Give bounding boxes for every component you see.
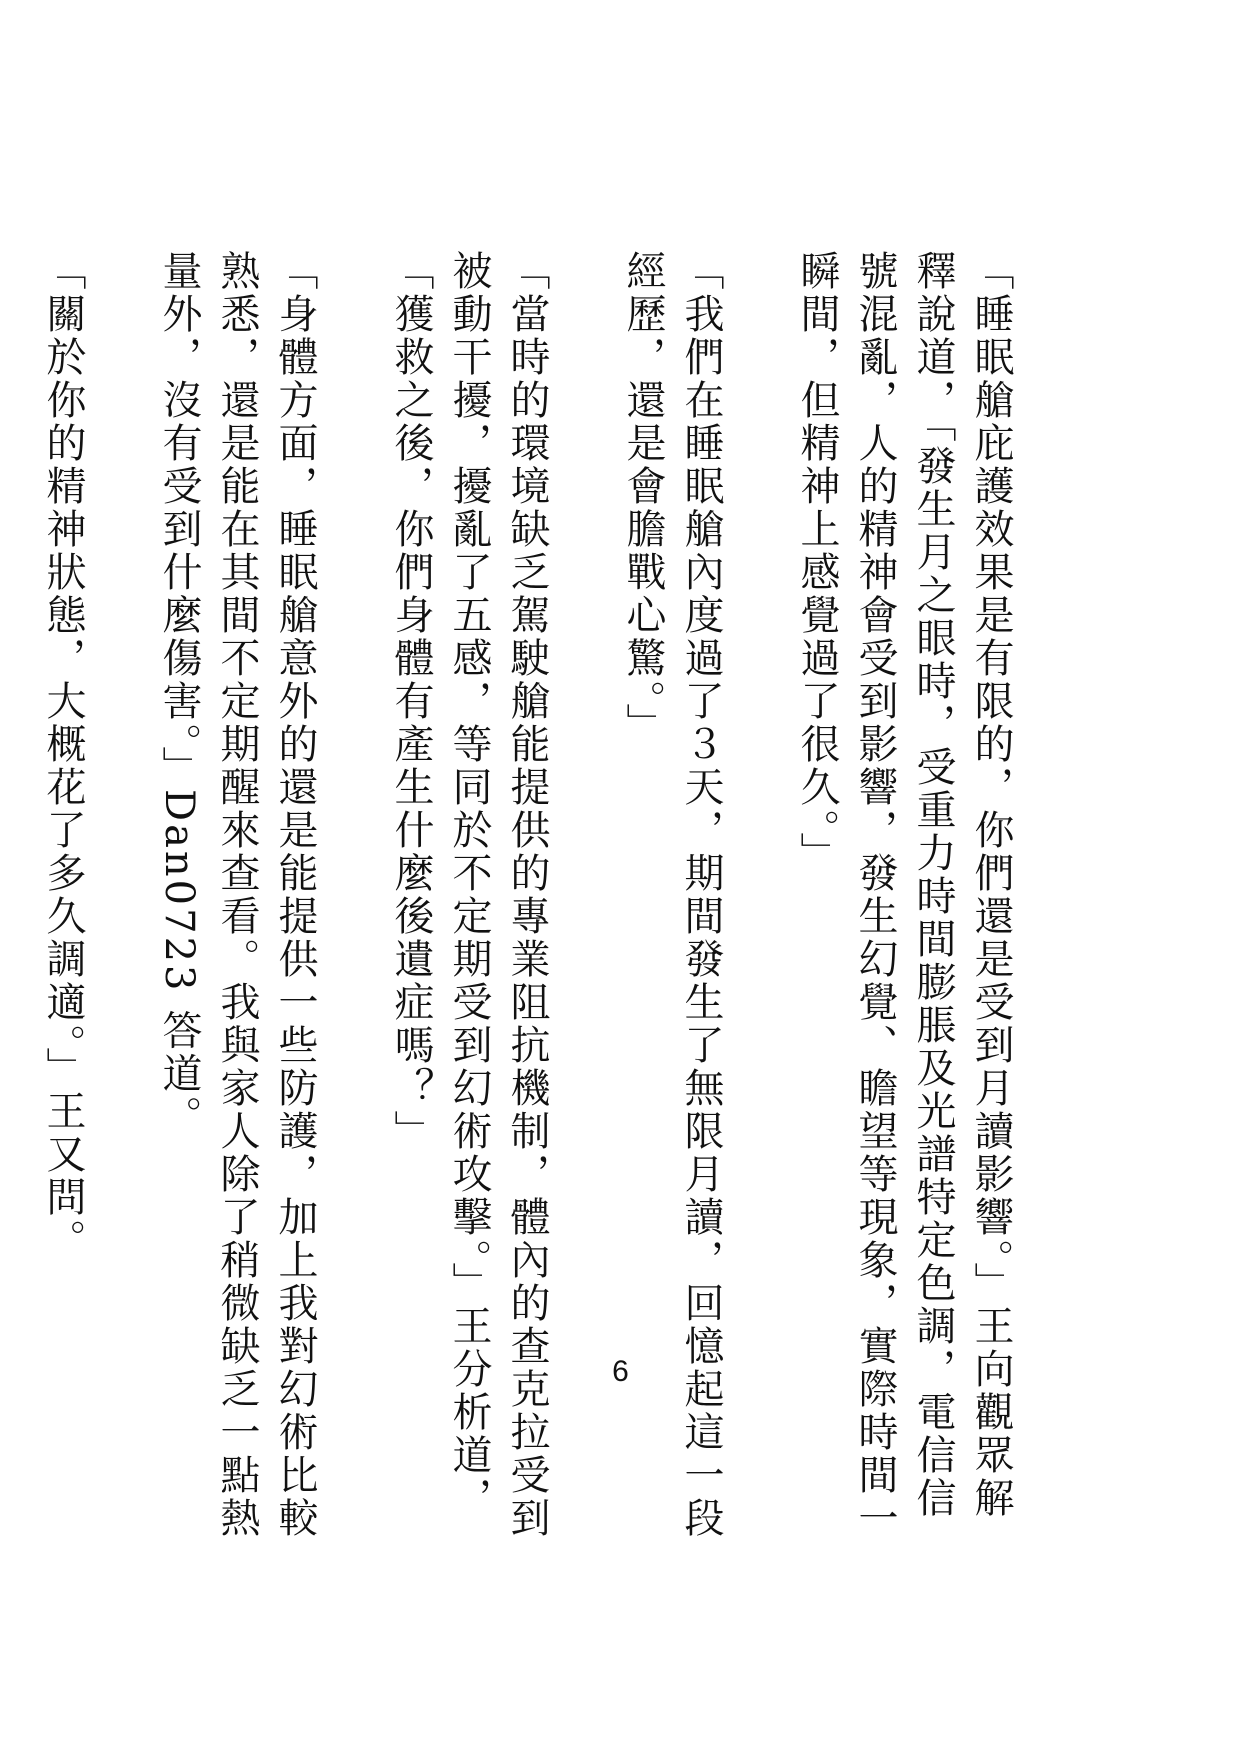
paragraph-4: 「身體方面，睡眠艙意外的還是能提供一些防護，加上我對幻術比較熟悉，還是能在其間不定期醒來查看。我與家人除了稍微缺乏一點熱量外，沒有受到什麼傷害。」Dan0723 答道。 [156, 250, 318, 1540]
page-number: 6 [612, 1355, 629, 1388]
paragraph-2: 「我們在睡眠艙內度過了３天，期間發生了無限月讀，回憶起這一段經歷，還是會膽戰心驚。」 [620, 250, 724, 1540]
paragraph-5: 「關於你的精神狀態，大概花了多久調適。」王又問。 [40, 250, 86, 1262]
paragraph-1: 「睡眠艙庇護效果是有限的，你們還是受到月讀影響。」王向觀眾解釋說道，「發生月之眼時，受重力時間膨脹及光譜特定色調，電信信號混亂，人的精神會受到影響，發生幻覺、瞻望等現象，實際時間一瞬間，但精神上感覺過了很久。」 [794, 250, 1014, 1540]
paragraph-3: 「當時的環境缺乏駕駛艙能提供的專業阻抗機制，體內的查克拉受到被動干擾，擾亂了五感，等同於不定期受到幻術攻擊。」王分析道，「獲救之後，你們身體有產生什麼後遺症嗎？」 [388, 250, 550, 1540]
